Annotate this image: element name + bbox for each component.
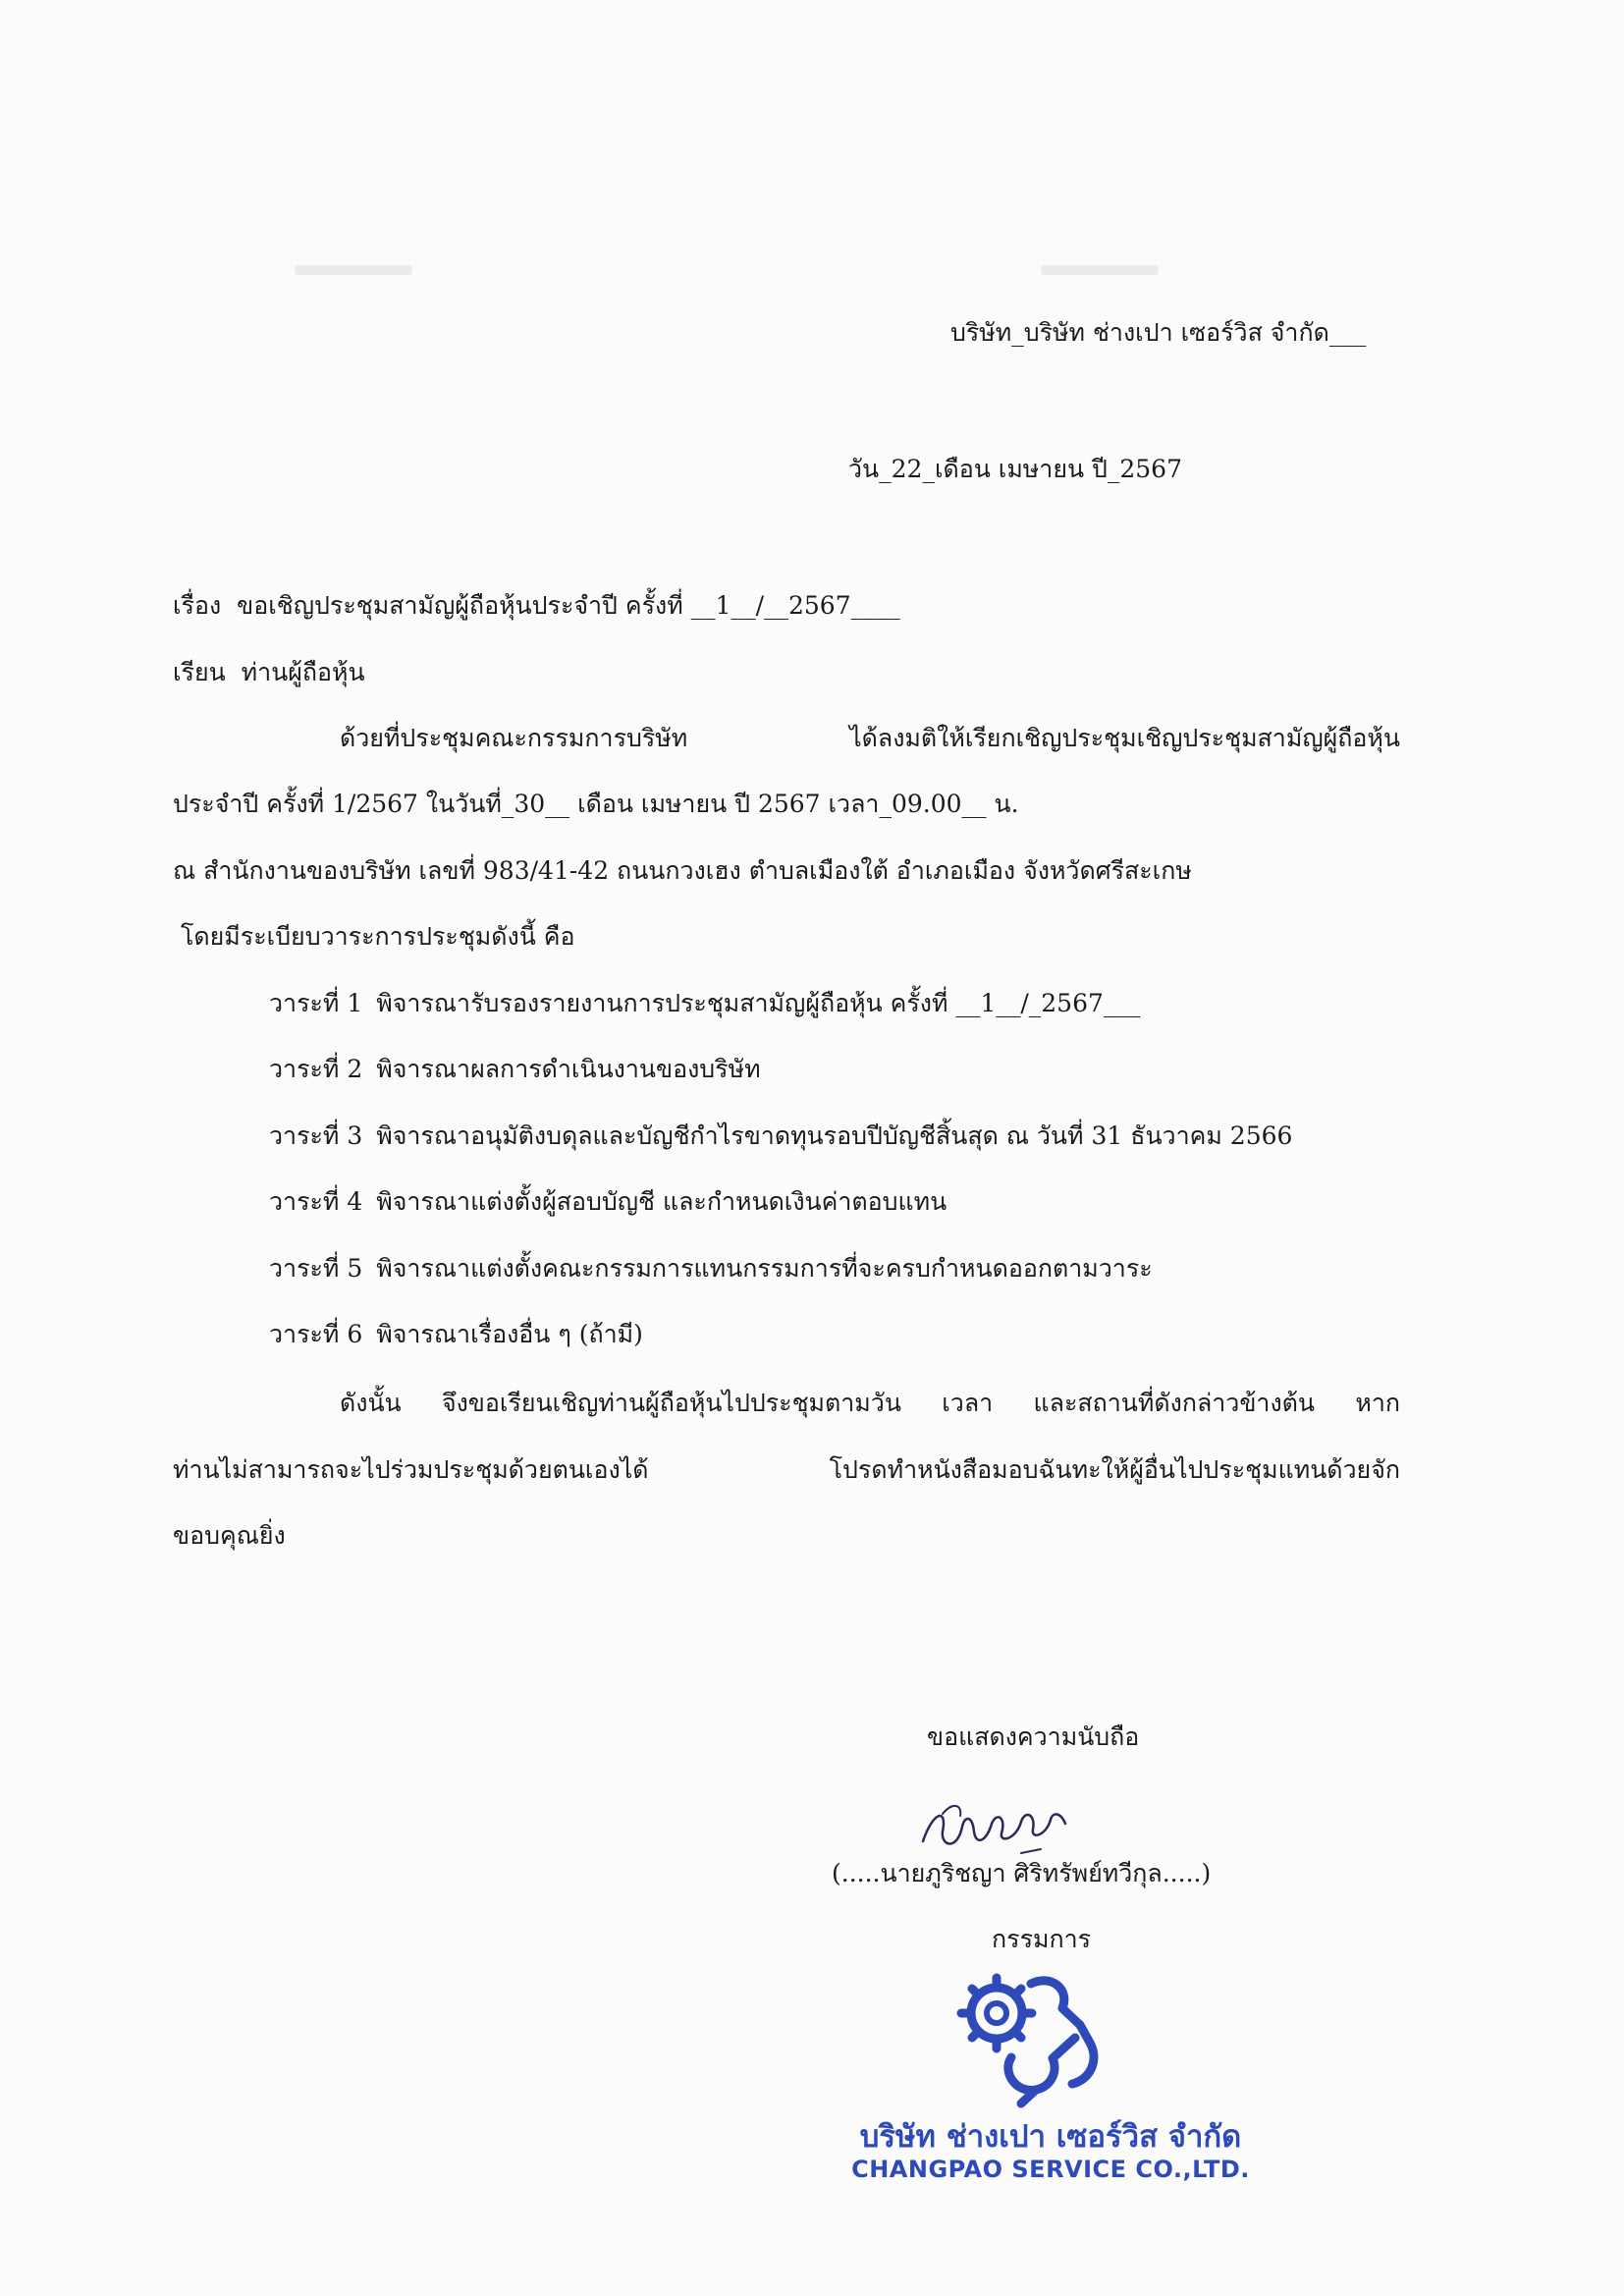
agenda-item (269, 1185, 947, 1219)
agenda-item-label: วาระที่ 5 (269, 1254, 363, 1283)
subject-text: ขอเชิญประชุมสามัญผู้ถือหุ้นประจำปี ครั้งที่ __1__/__2567____ (237, 591, 900, 620)
agenda-item (269, 1318, 643, 1351)
signature (903, 1792, 1100, 1861)
company-line: บริษัท_บริษัท ช่างเปา เซอร์วิส จำกัด___ (950, 318, 1367, 347)
signer-name: (.....นายภูริชญา ศิริทรัพย์ทวีกุล.....) (832, 1859, 1212, 1887)
closing-line-3: ขอบคุณยิ่ง (173, 1521, 286, 1550)
agenda-item-text: พิจารณาอนุมัติงบดุลและบัญชีกำไรขาดทุนรอบปีบัญชีสิ้นสุด ณ วันที่ 31 ธันวาคม 2566 (376, 1121, 1293, 1150)
agenda-item-text: พิจารณารับรองรายงานการประชุมสามัญผู้ถือหุ้น ครั้งที่ __1__/_2567___ (376, 989, 1141, 1017)
agenda-item (269, 1120, 1292, 1153)
subject-label: เรื่อง (173, 591, 222, 620)
scan-smudge (1041, 265, 1159, 275)
agenda-item (269, 1252, 1153, 1285)
agenda-item (269, 1053, 761, 1086)
agenda-item-label: วาระที่ 3 (269, 1121, 363, 1150)
agenda-item-text: พิจารณาผลการดำเนินงานของบริษัท (376, 1055, 761, 1083)
agenda-item-label: วาระที่ 6 (269, 1320, 363, 1348)
body-paragraph-line-1: ด้วยที่ประชุมคณะกรรมการบริษัท ได้ลงมติให้เรียกเชิญประชุมเชิญประชุมสามัญผู้ถือหุ้น (340, 724, 1400, 752)
subject-line (173, 589, 900, 623)
scan-smudge (295, 265, 412, 275)
closing-line-1: ดังนั้น จึงขอเรียนเชิญท่านผู้ถือหุ้นไปประชุมตามวัน เวลา และสถานที่ดังกล่าวข้างต้น หาก (340, 1389, 1400, 1417)
agenda-item-label: วาระที่ 2 (269, 1055, 363, 1083)
salutation-text: ท่านผู้ถือหุ้น (241, 658, 365, 686)
venue-line: ณ สำนักงานของบริษัท เลขที่ 983/41-42 ถนนกวงเฮง ตำบลเมืองใต้ อำเภอเมือง จังหวัดศรีสะเกษ (173, 856, 1192, 885)
signer-title: กรรมการ (992, 1925, 1092, 1953)
agenda-item-text: พิจารณาแต่งตั้งผู้สอบบัญชี และกำหนดเงินค่าตอบแทน (376, 1187, 947, 1216)
regards-text: ขอแสดงความนับถือ (927, 1722, 1140, 1751)
gear-wrench-logo-icon (943, 1964, 1110, 2111)
date-line: วัน_22_เดือน เมษายน ปี_2567 (848, 455, 1182, 483)
stamp-name-thai: บริษัท ช่างเปา เซอร์วิส จำกัด (859, 2119, 1242, 2155)
agenda-item (269, 987, 1140, 1020)
salutation-line (173, 656, 365, 689)
company-stamp-logo (943, 1964, 1110, 2111)
stamp-name-english: CHANGPAO SERVICE CO.,LTD. (851, 2156, 1250, 2183)
agenda-item-text: พิจารณาเรื่องอื่น ๆ (ถ้ามี) (376, 1320, 643, 1348)
agenda-item-label: วาระที่ 1 (269, 989, 363, 1017)
salutation-label: เรียน (173, 658, 226, 686)
signature-scribble (903, 1792, 1100, 1861)
agenda-item-label: วาระที่ 4 (269, 1187, 363, 1216)
body-paragraph-line-2: ประจำปี ครั้งที่ 1/2567 ในวันที่_30__ เดือน เมษายน ปี 2567 เวลา_09.00__ น. (173, 790, 1019, 818)
closing-line-2: ท่านไม่สามารถจะไปร่วมประชุมด้วยตนเองได้ โปรดทำหนังสือมอบฉันทะให้ผู้อื่นไปประชุมแทนด้วยจัก (173, 1455, 1400, 1484)
agenda-intro: โดยมีระเบียบวาระการประชุมดังนี้ คือ (181, 922, 575, 951)
agenda-item-text: พิจารณาแต่งตั้งคณะกรรมการแทนกรรมการที่จะครบกำหนดออกตามวาระ (376, 1254, 1153, 1283)
